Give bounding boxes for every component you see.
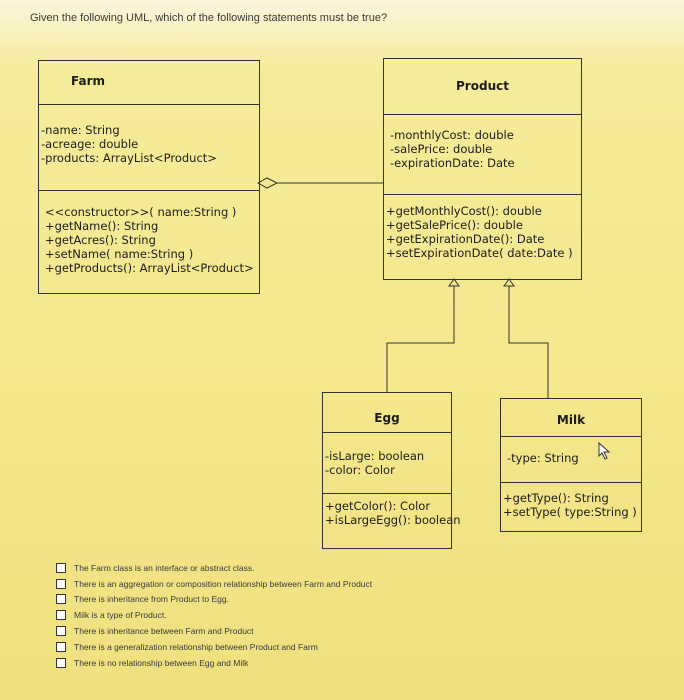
farm-operation: +getName(): String: [45, 219, 159, 233]
checkbox[interactable]: [56, 563, 66, 573]
farm-operation: +getProducts(): ArrayList<Product>: [45, 261, 254, 275]
option-label: There is inheritance from Product to Egg.: [74, 594, 229, 605]
option-label: There is a generalization relationship between Product and Farm: [74, 641, 318, 652]
checkbox[interactable]: [56, 642, 66, 652]
checkbox[interactable]: [56, 579, 66, 589]
egg-attribute: -isLarge: boolean: [325, 449, 425, 463]
option-label: There is inheritance between Farm and Product: [74, 626, 254, 637]
milk-attributes: [501, 437, 641, 483]
answer-option[interactable]: [56, 623, 372, 639]
generalization-arrow-icon: [504, 279, 514, 286]
option-label: Milk is a type of Product.: [74, 610, 167, 621]
answer-option[interactable]: [56, 607, 372, 623]
product-attributes: [384, 115, 581, 195]
checkbox[interactable]: [56, 610, 66, 620]
product-class: [383, 58, 582, 280]
egg-attribute: -color: Color: [325, 463, 395, 477]
farm-operation: +getAcres(): String: [45, 233, 156, 247]
egg-class: [322, 392, 461, 549]
answer-option[interactable]: [56, 576, 372, 592]
product-attribute: -salePrice: double: [390, 142, 493, 156]
answer-option[interactable]: [56, 592, 372, 608]
milk-attribute: -type: String: [507, 451, 579, 465]
option-label: There is no relationship between Egg and Milk: [74, 657, 249, 668]
aggregation-connector: [258, 178, 383, 188]
farm-class: [38, 60, 260, 294]
egg-operations: [323, 494, 461, 527]
inheritance-connector-milk: [504, 279, 548, 398]
milk-class-name: Milk: [501, 399, 641, 437]
farm-class-name: Farm: [39, 61, 259, 105]
mouse-cursor-icon: [598, 442, 612, 460]
farm-operation: +setName( name:String ): [45, 247, 194, 261]
farm-operation: <<constructor>>( name:String ): [45, 205, 237, 219]
milk-operation: +getType(): String: [503, 491, 609, 505]
farm-attributes: [39, 105, 259, 191]
question-text: Given the following UML, which of the following statements must be true?: [30, 12, 388, 24]
product-operation: +getMonthlyCost(): double: [386, 204, 542, 218]
answer-options: [56, 560, 372, 671]
product-operation: +getExpirationDate(): Date: [386, 232, 545, 246]
option-label: The Farm class is an interface or abstract class.: [74, 562, 255, 573]
inheritance-connector-egg: [387, 279, 459, 392]
answer-option[interactable]: [56, 655, 372, 671]
farm-attribute: -products: ArrayList<Product>: [41, 151, 217, 165]
checkbox[interactable]: [56, 594, 66, 604]
product-operation: +getSalePrice(): double: [386, 218, 523, 232]
option-label: There is an aggregation or composition relationship between Farm and Product: [74, 578, 373, 589]
farm-operations: [39, 191, 259, 275]
farm-attribute: -name: String: [41, 123, 120, 137]
checkbox[interactable]: [56, 626, 66, 636]
product-operations: [384, 195, 581, 260]
egg-operation: +getColor(): Color: [325, 499, 431, 513]
product-attribute: -monthlyCost: double: [390, 128, 514, 142]
egg-attributes: [323, 433, 451, 494]
egg-operation: +isLargeEgg(): boolean: [325, 513, 461, 527]
answer-option[interactable]: [56, 560, 372, 576]
checkbox[interactable]: [56, 658, 66, 668]
product-class-name: Product: [384, 59, 581, 115]
milk-class: [500, 398, 642, 532]
egg-class-name: Egg: [323, 393, 451, 433]
product-attribute: -expirationDate: Date: [390, 156, 515, 170]
milk-operation: +setType( type:String ): [503, 505, 637, 519]
aggregation-diamond-icon: [258, 178, 277, 188]
farm-attribute: -acreage: double: [41, 137, 139, 151]
milk-operations: [501, 483, 641, 519]
answer-option[interactable]: [56, 639, 372, 655]
product-operation: +setExpirationDate( date:Date ): [386, 246, 573, 260]
generalization-arrow-icon: [449, 279, 459, 286]
